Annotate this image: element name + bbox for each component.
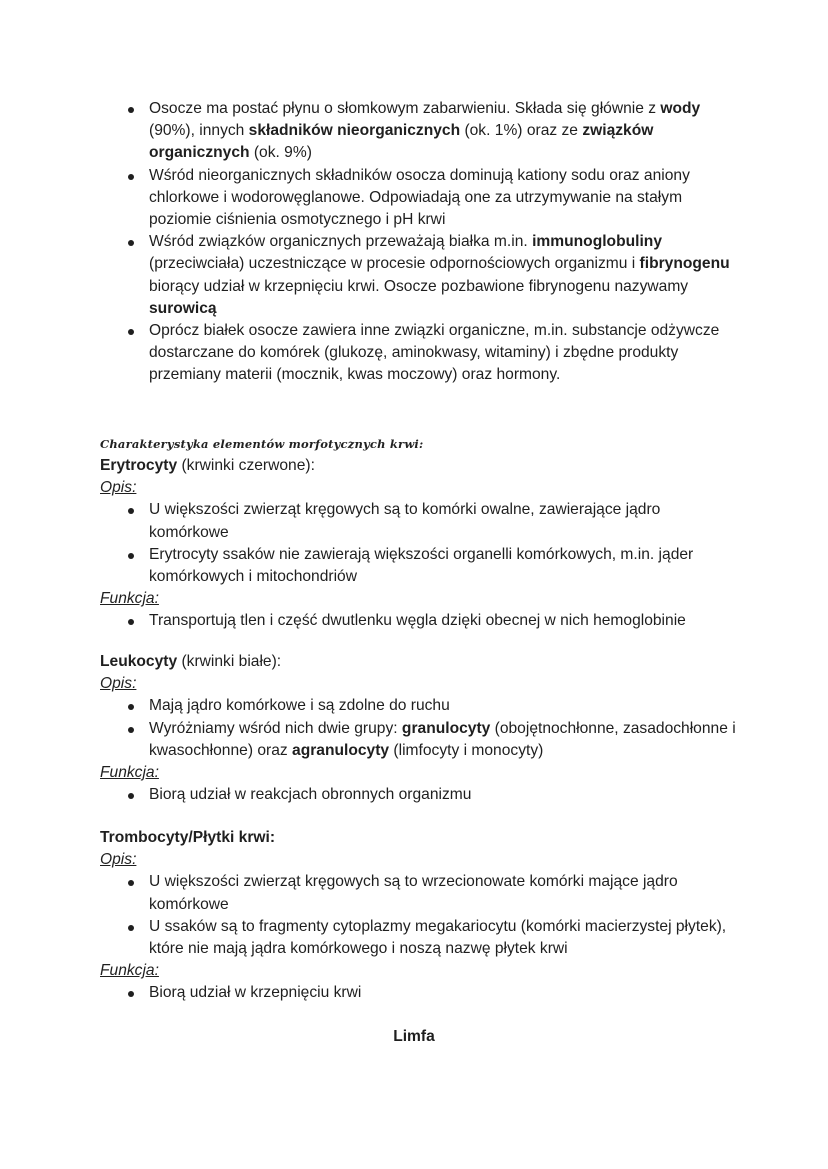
- opis-list: [100, 695, 740, 762]
- limfa-heading: Limfa: [393, 1028, 435, 1045]
- funkcja-label: Funkcja:: [100, 962, 159, 980]
- funkcja-list: [100, 982, 740, 1004]
- opis-list: [100, 871, 740, 960]
- text-segment: Wśród nieorganicznych składników osocza dominują kationy sodu oraz aniony chlorkowe i wodorowęglanowe. Odpowiadają one za utrzymywanie na stałym poziomie ciśnienia osmotycznego i pH krwi: [149, 166, 690, 229]
- text-segment: (ok. 9%): [249, 144, 312, 162]
- funkcja-item: Transportują tlen i część dwutlenku węgla dzięki obecnej w nich hemoglobinie: [100, 610, 740, 632]
- text-segment: (przeciwciała) uczestniczące w procesie odpornościowych organizmu i: [149, 255, 640, 273]
- text-segment: (90%), innych: [149, 122, 249, 140]
- funkcja-item: Biorą udział w krzepnięciu krwi: [100, 982, 740, 1004]
- opis-item: U większości zwierząt kręgowych są to wrzecionowate komórki mające jądro komórkowe: [100, 871, 740, 915]
- text-segment: Wyróżniamy wśród nich dwie grupy:: [149, 719, 402, 737]
- opis-item: [100, 695, 740, 717]
- funkcja-label: Funkcja:: [100, 764, 159, 782]
- plasma-bullet-2: [100, 165, 740, 232]
- bold-term: fibrynogenu: [639, 255, 730, 273]
- bold-term: związków organicznych: [149, 122, 654, 162]
- section-title-suffix: (krwinki białe):: [177, 653, 282, 670]
- handwritten-section-title: Charakterystyka elementów morfotycznych krwi:: [100, 437, 424, 451]
- text-segment: (ok. 1%) oraz ze: [460, 122, 583, 140]
- bold-term: agranulocyty: [292, 741, 390, 759]
- opis-item: [100, 718, 740, 762]
- opis-list: [100, 499, 740, 588]
- section-heading: [100, 651, 740, 673]
- text-segment: Wśród związków organicznych przeważają białka m.in.: [149, 233, 533, 251]
- funkcja-label: Funkcja:: [100, 590, 159, 608]
- text-segment: biorący udział w krzepnięciu krwi. Osocze pozbawione fibrynogenu nazywamy: [149, 277, 689, 295]
- text-segment: (obojętnochłonne, zasadochłonne i kwasochłonne) oraz: [149, 719, 736, 759]
- plasma-bullet-4: [100, 320, 740, 387]
- section-erytrocyty: [100, 455, 740, 633]
- funkcja-list: [100, 784, 740, 806]
- funkcja-list: [100, 610, 740, 632]
- opis-item: Erytrocyty ssaków nie zawierają większości organelli komórkowych, m.in. jąder komórkowych i mitochondriów: [100, 544, 740, 588]
- bold-term: wody: [660, 100, 701, 117]
- section-title: Trombocyty/Płytki krwi:: [100, 829, 276, 846]
- opis-label: Opis:: [100, 675, 137, 693]
- bold-term: granulocyty: [401, 719, 491, 737]
- plasma-bullet-3: [100, 231, 740, 320]
- text-segment: Mają jądro komórkowe i są zdolne do ruchu: [149, 697, 450, 715]
- section-heading: [100, 455, 740, 477]
- bold-term: surowicą: [149, 299, 217, 317]
- text-segment: Oprócz białek osocze zawiera inne związki organiczne, m.in. substancje odżywcze dostarczane do komórek (glukozę, aminokwasy, witaminy) i zbędne produkty przemiany materii (mocznik, kwas moczowy) oraz hormony.: [149, 322, 720, 384]
- section-heading: [100, 827, 740, 849]
- opis-item: U większości zwierząt kręgowych są to komórki owalne, zawierające jądro komórkowe: [100, 499, 740, 543]
- text-segment: (limfocyty i monocyty): [389, 741, 544, 759]
- opis-label: Opis:: [100, 851, 137, 869]
- text-segment: Osocze ma postać płynu o słomkowym zabarwieniu. Składa się głównie z: [149, 100, 661, 117]
- section-trombocyty: [100, 827, 740, 1005]
- bold-term: immunoglobuliny: [532, 233, 662, 251]
- bold-term: składników nieorganicznych: [248, 122, 461, 140]
- opis-label: Opis:: [100, 479, 137, 497]
- section-title: Erytrocyty: [100, 457, 178, 474]
- section-title-suffix: (krwinki czerwone):: [177, 457, 315, 474]
- section-leukocyty: [100, 651, 740, 806]
- opis-item: U ssaków są to fragmenty cytoplazmy megakariocytu (komórki macierzystej płytek), które nie mają jądra komórkowego i noszą nazwę płytek krwi: [100, 916, 740, 960]
- plasma-bullet-list: [100, 98, 740, 387]
- funkcja-item: Biorą udział w reakcjach obronnych organizmu: [100, 784, 740, 806]
- section-title: Leukocyty: [100, 653, 178, 670]
- plasma-bullet-1: [100, 98, 740, 165]
